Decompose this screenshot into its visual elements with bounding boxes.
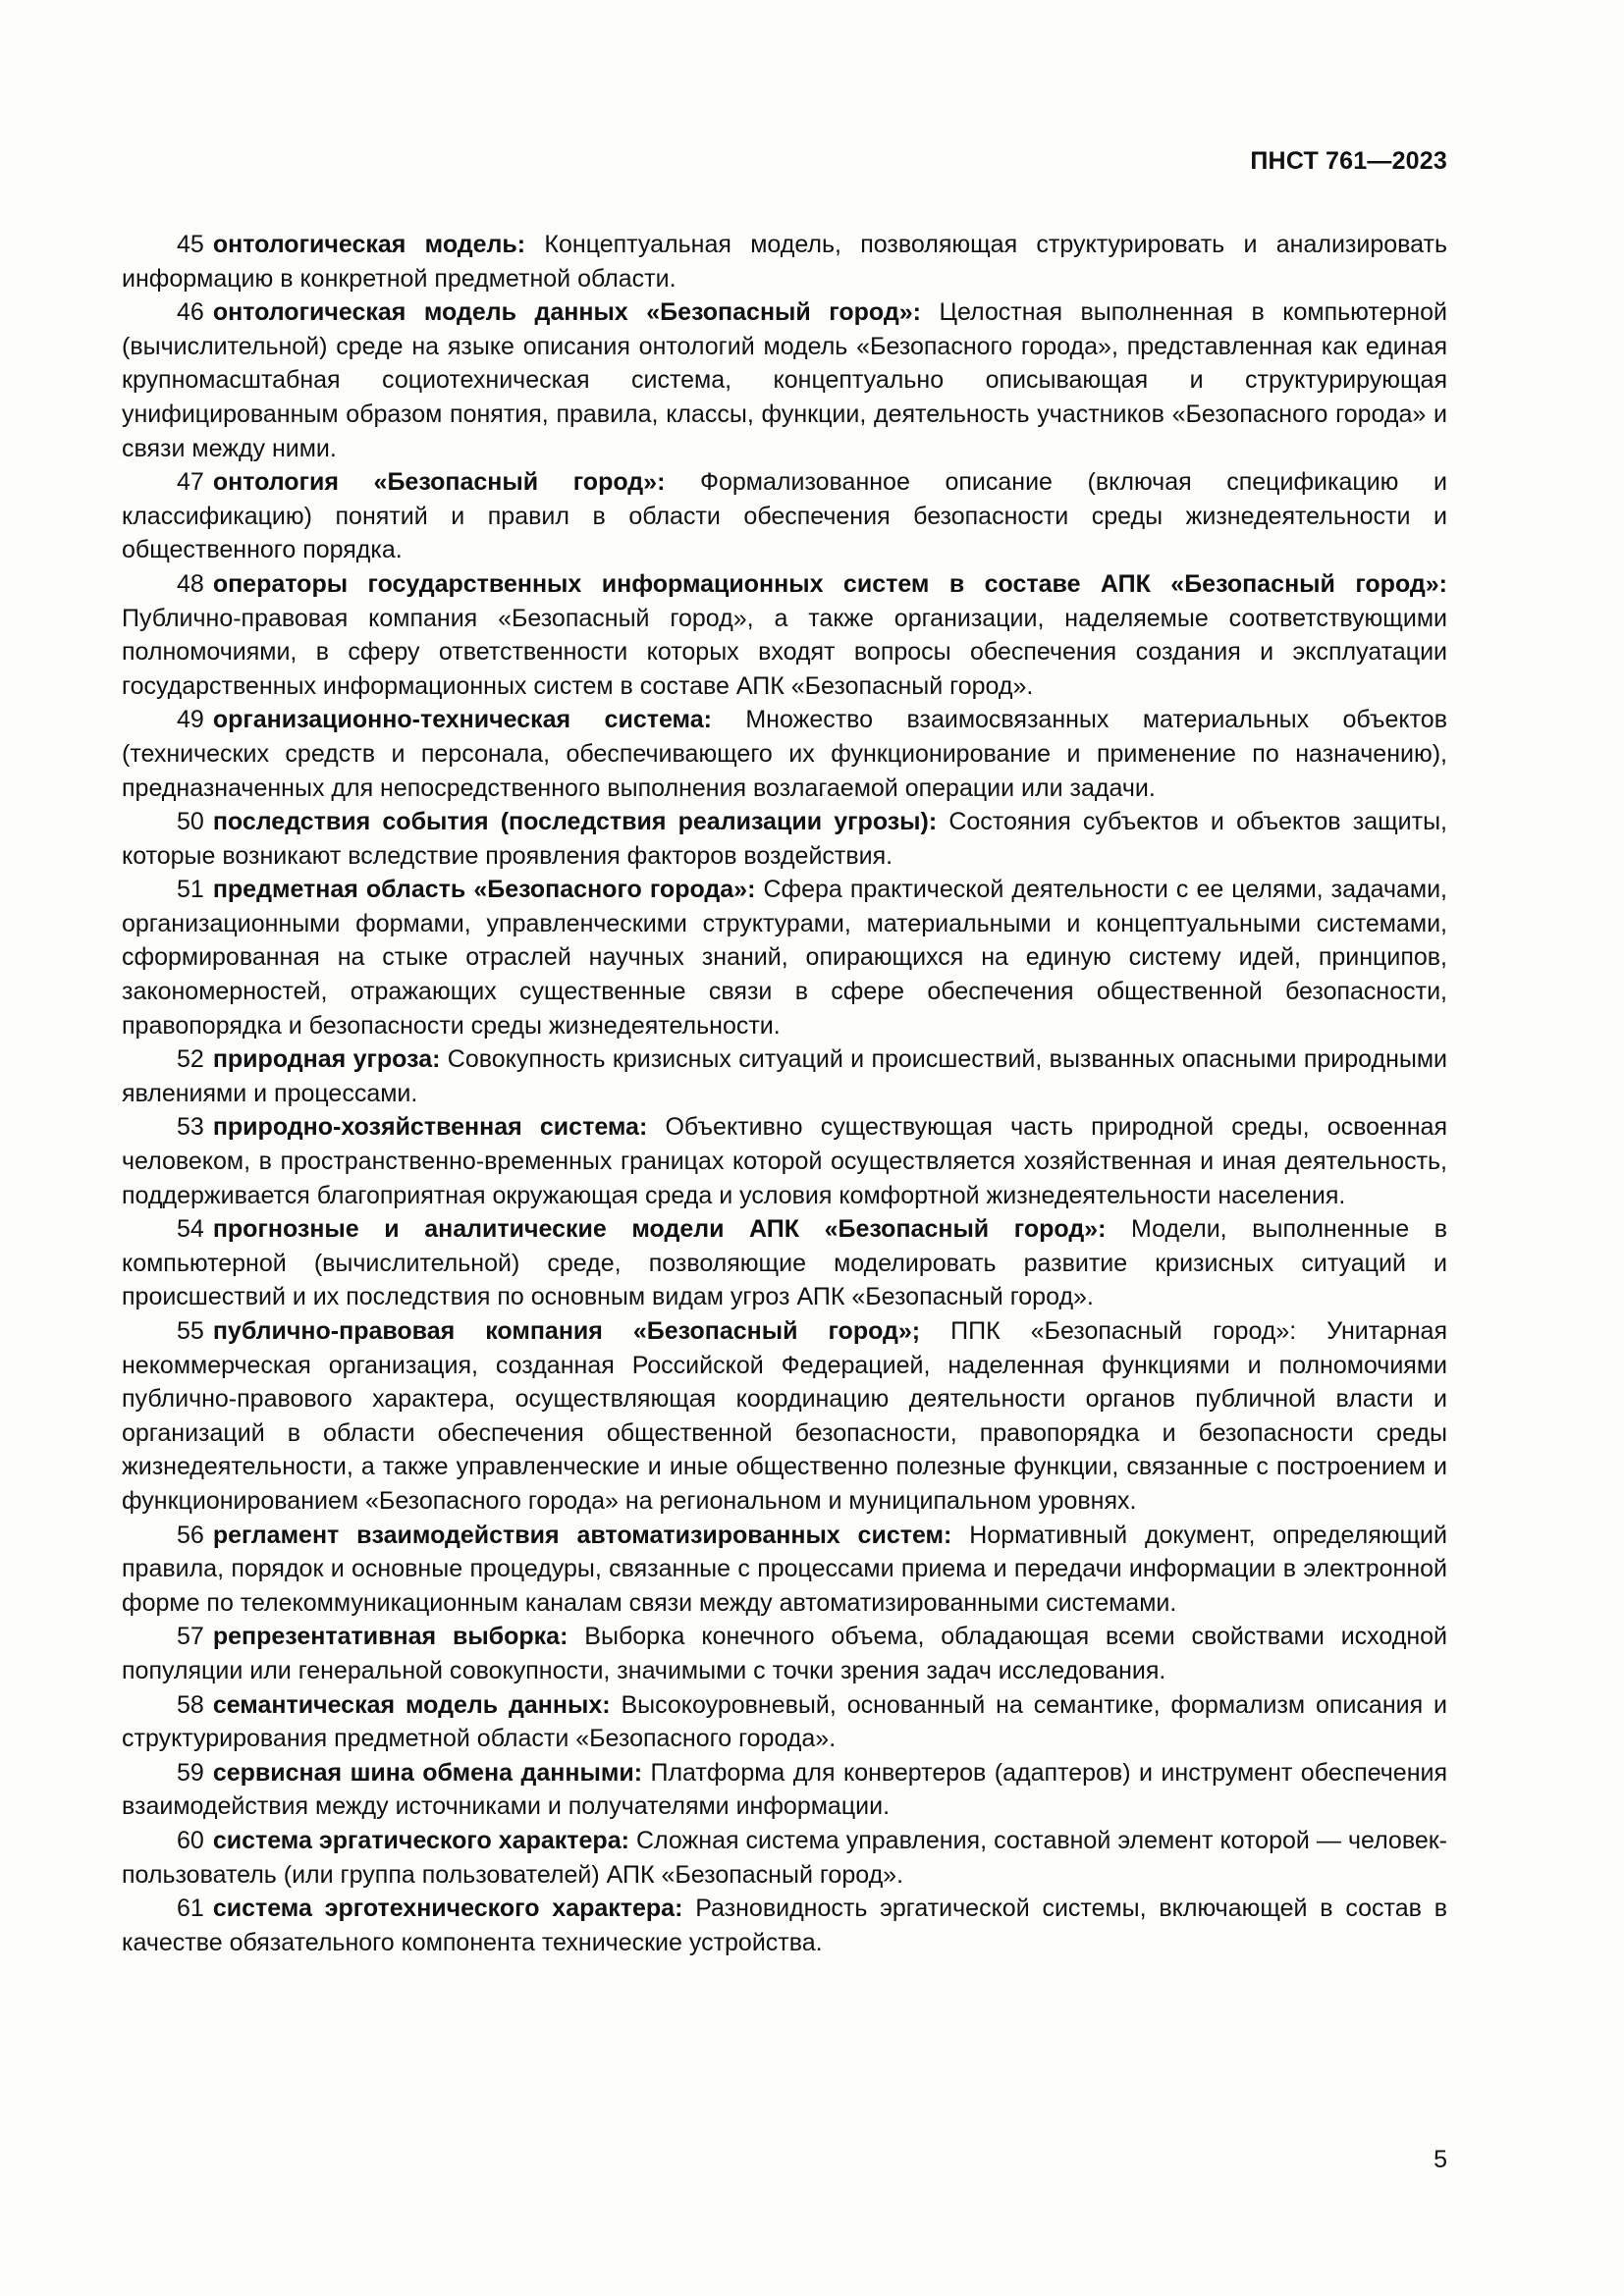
term-definition: Объективно существующая часть природной среды, освоенная человеком, в пространственно-временных границах которой осуществляется хозяйственная и иная деятельность, поддерживается благоприятная окружающая среда и условия комфортной жизнедеятельности населения. <box>122 1113 1447 1209</box>
entry-number: 50 <box>177 808 204 836</box>
term-entry-60 <box>122 1824 1447 1892</box>
entry-number: 56 <box>177 1521 204 1549</box>
term-definition: ППК «Безопасный город»: Унитарная некоммерческая организация, созданная Российской Федерацией, наделенная функциями и полномочиями публично-правового характера, осуществляющая координацию деятельности органов публичной власти и организаций в области обеспечения общественной безопасности, правопорядка и безопасности среды жизнедеятельности, а также управленческие и иные общественно полезные функции, связанные с построением и функционированием «Безопасного города» на региональном и муниципальном уровнях. <box>122 1317 1447 1515</box>
term-entry-56 <box>122 1519 1447 1621</box>
entry-number: 51 <box>177 876 204 904</box>
term-title: публично-правовая компания «Безопасный город»; <box>212 1317 921 1345</box>
term-definition: Состояния субъектов и объектов защиты, которые возникают вследствие проявления факторов воздействия. <box>122 808 1447 870</box>
entry-number: 59 <box>177 1758 204 1787</box>
entry-number: 61 <box>177 1895 204 1923</box>
terms-list <box>122 228 1447 1959</box>
entry-number: 47 <box>177 468 204 497</box>
term-definition: Высокоуровневый, основанный на семантике, формализм описания и структурирования предметной области «Безопасного города». <box>122 1690 1447 1753</box>
entry-number: 49 <box>177 706 204 734</box>
term-entry-52 <box>122 1042 1447 1110</box>
term-title: предметная область «Безопасного города»: <box>212 876 756 904</box>
entry-number: 46 <box>177 298 204 327</box>
term-entry-57 <box>122 1620 1447 1687</box>
term-definition: Совокупность кризисных ситуаций и происшествий, вызванных опасными природными явлениями и процессами. <box>122 1045 1447 1107</box>
page-number: 5 <box>1434 2146 1447 2173</box>
term-entry-46 <box>122 295 1447 465</box>
entry-number: 52 <box>177 1045 204 1074</box>
term-definition: Публично-правовая компания «Безопасный город», а также организации, наделяемые соответствующими полномочиями, в сферу ответственности которых входят вопросы обеспечения создания и эксплуатации государственных информационных систем в составе АПК «Безопасный город». <box>122 604 1447 700</box>
term-title: система эрготехнического характера: <box>212 1895 683 1923</box>
entry-number: 48 <box>177 569 204 598</box>
term-title: природно-хозяйственная система: <box>212 1113 648 1142</box>
term-definition: Нормативный документ, определяющий правила, порядок и основные процедуры, связанные с процессами приема и передачи информации в электронной форме по телекоммуникационным каналам связи между автоматизированными системами. <box>122 1521 1447 1617</box>
term-definition: Сложная система управления, составной элемент которой — человек-пользователь (или группа пользователей) АПК «Безопасный город». <box>122 1826 1448 1889</box>
term-title: семантическая модель данных: <box>212 1690 611 1719</box>
term-title: сервисная шина обмена данными: <box>212 1758 643 1787</box>
term-definition: Платформа для конвертеров (адаптеров) и инструмент обеспечения взаимодействия между источниками и получателями информации. <box>122 1758 1447 1821</box>
entry-number: 57 <box>177 1623 204 1651</box>
term-entry-49 <box>122 703 1447 805</box>
term-definition: Целостная выполненная в компьютерной (вычислительной) среде на языке описания онтологий модель «Безопасного города», представленная как единая крупномасштабная социотехническая система, концептуально описывающая и структурирующая унифицированным образом понятия, правила, классы, функции, деятельность участников «Безопасного города» и связи между ними. <box>122 298 1447 462</box>
entry-number: 54 <box>177 1215 204 1244</box>
term-entry-50 <box>122 805 1447 873</box>
term-entry-51 <box>122 873 1447 1042</box>
term-title: система эргатического характера: <box>212 1826 629 1854</box>
term-title: онтологическая модель данных «Безопасный город»: <box>212 298 921 327</box>
term-definition: Концептуальная модель, позволяющая структурировать и анализировать информацию в конкретной предметной области. <box>122 231 1447 293</box>
term-title: прогнозные и аналитические модели АПК «Безопасный город»: <box>212 1215 1107 1244</box>
term-definition: Модели, выполненные в компьютерной (вычислительной) среде, позволяющие моделировать развитие кризисных ситуаций и происшествий и их последствия по основным видам угроз АПК «Безопасный город». <box>122 1215 1447 1311</box>
term-definition: Разновидность эргатической системы, включающей в состав в качестве обязательного компонента технические устройства. <box>122 1895 1447 1956</box>
term-entry-48 <box>122 567 1447 703</box>
entry-number: 53 <box>177 1113 204 1142</box>
term-definition: Множество взаимосвязанных материальных объектов (технических средств и персонала, обеспечивающего их функционирование и применение по назначению), предназначенных для непосредственного выполнения возлагаемой операции или задачи. <box>122 706 1447 802</box>
term-title: онтологическая модель: <box>212 231 526 258</box>
standard-code-header: ПНСТ 761—2023 <box>1250 147 1447 175</box>
term-entry-45 <box>122 228 1447 295</box>
term-entry-61 <box>122 1892 1447 1959</box>
term-title: репрезентативная выборка: <box>212 1623 568 1651</box>
entry-number: 55 <box>177 1317 204 1345</box>
entry-number: 60 <box>177 1826 204 1854</box>
term-entry-47 <box>122 465 1447 567</box>
term-entry-54 <box>122 1212 1447 1314</box>
term-title: онтология «Безопасный город»: <box>212 468 666 497</box>
term-title: регламент взаимодействия автоматизированных систем: <box>212 1521 952 1549</box>
entry-number: 45 <box>177 231 204 258</box>
term-title: операторы государственных информационных систем в составе АПК «Безопасный город»: <box>212 569 1447 598</box>
term-entry-58 <box>122 1688 1447 1756</box>
term-definition: Выборка конечного объема, обладающая всеми свойствами исходной популяции или генеральной совокупности, значимыми с точки зрения задач исследования. <box>122 1623 1447 1684</box>
term-entry-59 <box>122 1756 1447 1824</box>
term-title: последствия события (последствия реализации угрозы): <box>212 808 938 836</box>
term-title: природная угроза: <box>212 1045 441 1074</box>
term-entry-53 <box>122 1110 1447 1212</box>
entry-number: 58 <box>177 1690 204 1719</box>
term-definition: Сфера практической деятельности с ее целями, задачами, организационными формами, управленческими структурами, материальными и концептуальными системами, сформированная на стыке отраслей научных знаний, опирающихся на единую систему идей, принципов, закономерностей, отражающих существенные связи в сфере обеспечения общественной безопасности, правопорядка и безопасности среды жизнедеятельности. <box>122 876 1447 1040</box>
term-entry-55 <box>122 1314 1447 1519</box>
term-title: организационно-техническая система: <box>212 706 712 734</box>
term-definition: Формализованное описание (включая спецификацию и классификацию) понятий и правил в области обеспечения безопасности среды жизнедеятельности и общественного порядка. <box>122 468 1447 564</box>
